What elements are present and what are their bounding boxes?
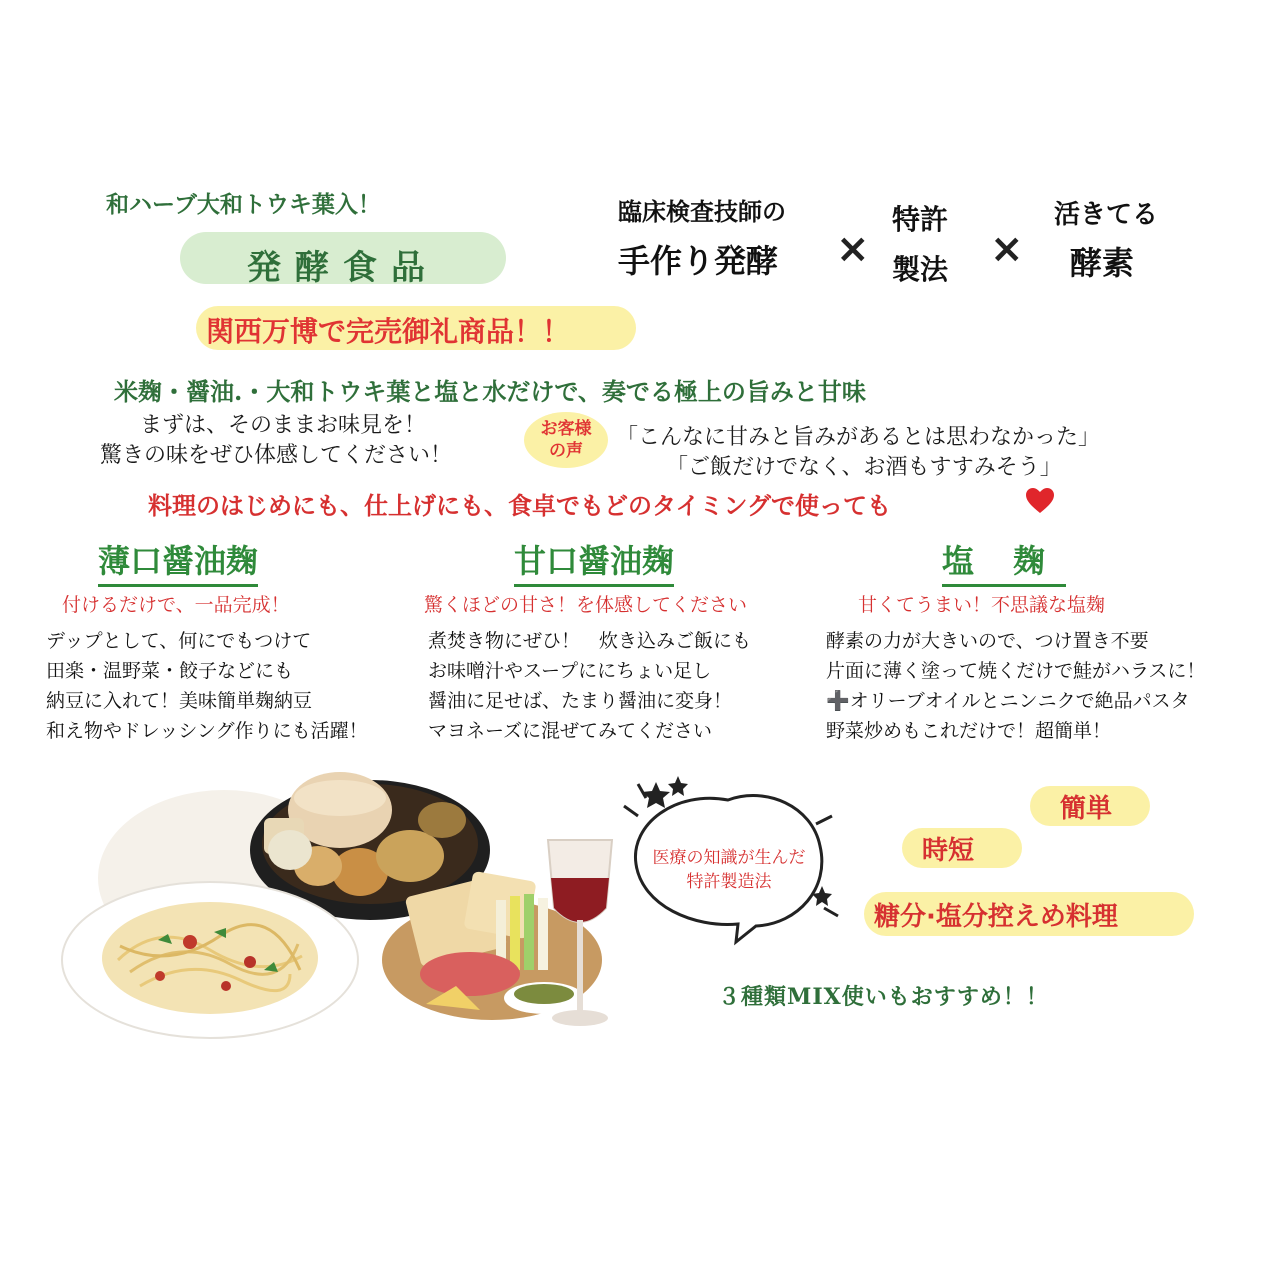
feature-patent-line1: 特許 [892,203,949,236]
product-line: 野菜炒めもこれだけで！超簡単！ [826,720,1112,742]
try-line-1: まずは、そのままお味見を！ [140,413,427,438]
product-line: 酵素の力が大きいので、つけ置き不要 [826,630,1149,652]
badge-easy: 簡単 [1060,794,1113,824]
burst-line-1: 医療の知識が生んだ [652,848,806,868]
voice-label-line2: の声 [549,441,583,461]
product-line: ➕オリーブオイルとニンニクで絶品パスタ [826,690,1190,712]
product-title-amakuchi: 甘口醤油麹 [514,536,674,587]
feature-handmade: 手作り発酵 [618,242,779,280]
voice-label-line1: お客様 [540,419,592,439]
customer-quote-1: 「こんなに甘みと旨みがあるとは思わなかった」 [616,425,1101,450]
try-line-2: 驚きの味をぜひ体感してください！ [100,443,453,468]
product-line: デップとして、何にでもつけて [46,630,312,652]
product-subtitle-amakuchi: 驚くほどの甘さ！を体感してください [424,594,748,616]
voice-label [524,418,608,462]
feature-enzyme-line1: 活きてる [1054,200,1159,230]
sold-out-text: 関西万博で完売御礼商品！！ [206,315,571,348]
badge-quick: 時短 [922,836,975,866]
product-line: お味噌汁やスープににちょい足し [428,660,712,682]
food-photo-illustration [40,760,620,1050]
product-line: 片面に薄く塗って焼くだけで鮭がハラスに！ [826,660,1206,682]
product-subtitle-shio: 甘くてうまい！不思議な塩麹 [858,594,1106,616]
ingredients-lead: 米麹・醤油.・大和トウキ葉と塩と水だけで、奏でる極上の旨みと甘味 [114,377,866,406]
heart-icon [1026,488,1054,514]
product-title-usukuchi: 薄口醤油麹 [98,536,258,587]
times-icon: × [836,226,870,272]
product-line: マヨネーズに混ぜてみてください [428,720,713,742]
feature-enzyme-line2: 酵素 [1070,244,1135,282]
product-line: 田楽・温野菜・餃子などにも [46,660,294,682]
customer-quote-2: 「ご飯だけでなく、お酒もすすみそう」 [666,455,1062,480]
tagline: 和ハーブ大和トウキ葉入！ [106,191,381,218]
product-title-shio: 塩 麹 [942,536,1066,587]
badge-less-sugar-salt: 糖分·塩分控えめ料理 [874,902,1118,932]
product-line: 和え物やドレッシング作りにも活躍！ [46,720,368,742]
page-title: 発酵食品 [247,248,439,288]
product-line: 納豆に入れて！美味簡単麹納豆 [46,690,313,712]
feature-patent-line2: 製法 [892,253,949,286]
times-icon: × [990,226,1024,272]
feature-lab-tech: 臨床検査技師の [618,198,786,226]
product-subtitle-usukuchi: 付けるだけで、一品完成！ [62,594,290,616]
burst-text [636,846,822,894]
timing-text: 料理のはじめにも、仕上げにも、食卓でもどのタイミングで使っても [148,491,892,520]
burst-line-2: 特許製造法 [686,872,772,892]
product-line: 煮焚き物にぜひ！ 炊き込みご飯にも [428,630,752,652]
mix-recommendation: ３種類MIX使いもおすすめ！！ [718,984,1049,1010]
product-line: 醤油に足せば、たまり醤油に変身！ [428,690,733,712]
